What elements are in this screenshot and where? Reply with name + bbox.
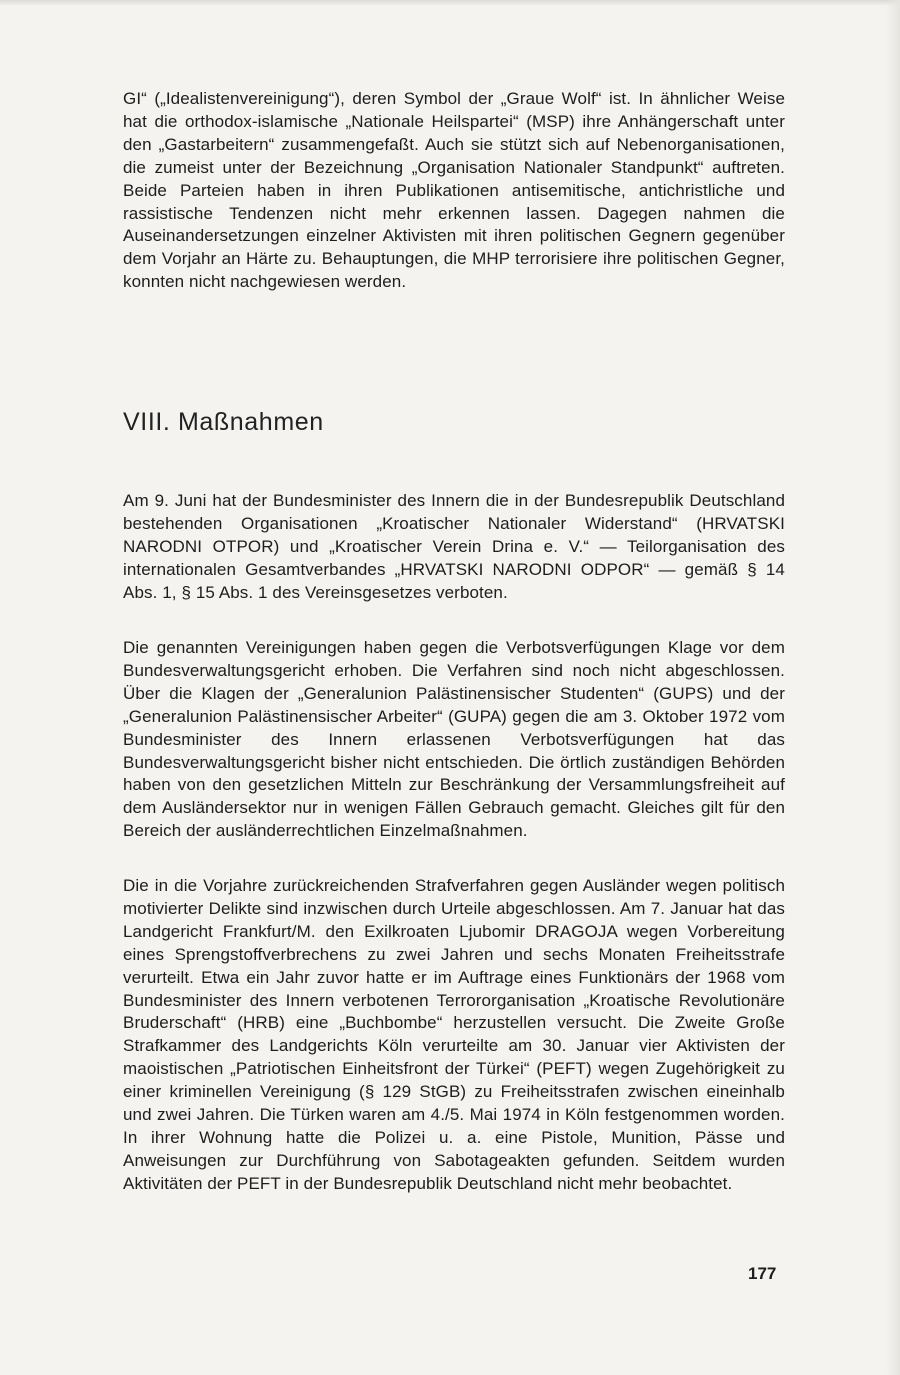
paragraph-intro: GI“ („Idealistenvereinigung“), deren Symbol der „Graue Wolf“ ist. In ähnlicher Weise hat die orthodox-islamische „Nationale Heilspartei“ (MSP) ihre Anhängerschaft unter den „Gastarbeitern“ zusammengefaßt. Auch sie stützt sich auf Nebenorganisationen, die zumeist unter der Bezeichnung „Organisation Nationaler Standpunkt“ auftreten. Beide Parteien haben in ihren Publikationen antisemitische, antichristliche und rassistische Tendenzen nicht mehr erkennen lassen. Dagegen nahmen die Auseinandersetzungen einzelner Aktivisten mit ihren politischen Gegnern gegenüber dem Vorjahr an Härte zu. Behauptungen, die MHP terrorisiere ihre politischen Gegner, konnten nicht nachgewiesen werden. xyxy=(123,89,785,292)
paragraph-lawsuits: Die genannten Vereinigungen haben gegen die Verbotsverfügungen Klage vor dem Bundesverwaltungsgericht erhoben. Die Verfahren sind noch nicht abgeschlossen. Über die Klagen der „Generalunion Palästinensischer Studenten“ (GUPS) und der „Generalunion Palästinensischer Arbeiter“ (GUPA) gegen die am 3. Oktober 1972 vom Bundesminister des Innern erlassenen Verbotsverfügungen hat das Bundesverwaltungsgericht bisher nicht entschieden. Die örtlich zuständigen Behörden haben von den gesetzlichen Mitteln zur Beschränkung der Versammlungsfreiheit auf dem Ausländersektor nur in wenigen Fällen Gebrauch gemacht. Gleiches gilt für den Bereich der ausländerrechtlichen Einzelmaßnahmen. xyxy=(123,638,785,841)
page-number: 177 xyxy=(748,1264,777,1283)
paragraph-criminal-proceedings: Die in die Vorjahre zurückreichenden Strafverfahren gegen Ausländer wegen politisch motivierter Delikte sind inzwischen durch Urteile abgeschlossen. Am 7. Januar hat das Landgericht Frankfurt/M. den Exilkroaten Ljubomir DRAGOJA wegen Vorbereitung eines Sprengstoffverbrechens zu zwei Jahren und sechs Monaten Freiheitsstrafe verurteilt. Etwa ein Jahr zuvor hatte er im Auftrage eines Funktionärs der 1968 vom Bundesminister des Innern verbotenen Terrororganisation „Kroatische Revolutionäre Bruderschaft“ (HRB) eine „Buchbombe“ herzustellen versucht. Die Zweite Große Strafkammer des Landgerichts Köln verurteilte am 30. Januar vier Aktivisten der maoistischen „Patriotischen Einheitsfront der Türkei“ (PEFT) wegen Zugehörigkeit zu einer kriminellen Vereinigung (§ 129 StGB) zu Freiheitsstrafen zwischen eineinhalb und zwei Jahren. Die Türken waren am 4./5. Mai 1974 in Köln festgenommen worden. In ihrer Wohnung hatte die Polizei u. a. eine Pistole, Munition, Pässe und Anweisungen zur Durchführung von Sabotageakten gefunden. Seitdem wurden Aktivitäten der PEFT in der Bundesrepublik Deutschland nicht mehr beobachtet. xyxy=(123,876,785,1193)
scan-shadow-top xyxy=(0,0,900,6)
scan-shadow-right xyxy=(886,0,900,1375)
paragraph-ban-order: Am 9. Juni hat der Bundesminister des Innern die in der Bundesrepublik Deutschland bestehenden Organisationen „Kroatischer Nationaler Widerstand“ (HRVATSKI NARODNI OTPOR) und „Kroatischer Verein Drina e. V.“ — Teilorganisation des internationalen Gesamtverbandes „HRVATSKI NARODNI ODPOR“ — gemäß § 14 Abs. 1, § 15 Abs. 1 des Vereinsgesetzes verboten. xyxy=(123,491,785,602)
section-heading: VIII. Maßnahmen xyxy=(123,408,324,436)
